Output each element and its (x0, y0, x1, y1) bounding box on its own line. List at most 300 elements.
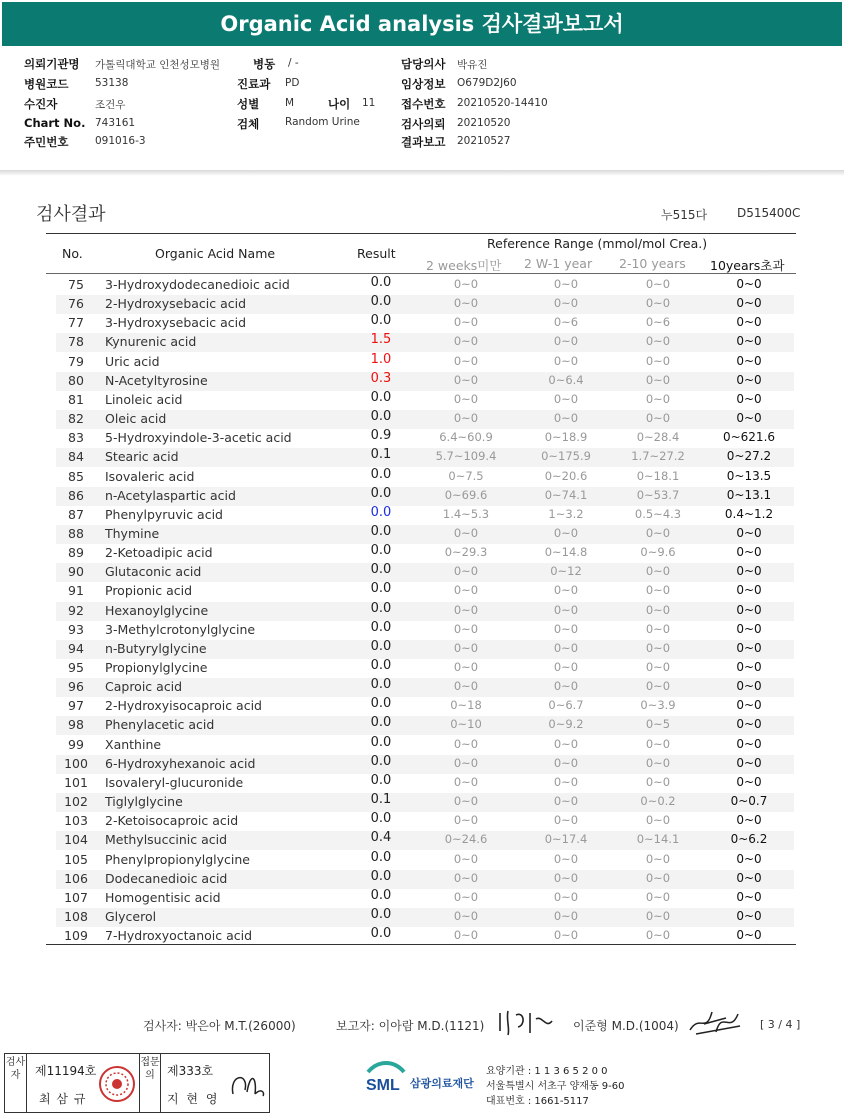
result-value: 0.0 (370, 658, 392, 673)
acid-name: Propionic acid (105, 583, 193, 599)
acid-name: n-Acetylaspartic acid (105, 487, 236, 503)
row-number: 94 (68, 640, 84, 656)
ref-over-10y: 0~27.2 (726, 449, 772, 464)
result-value: 0.0 (370, 926, 392, 942)
result-value: 0.0 (370, 409, 392, 425)
acid-name: Kynurenic acid (105, 334, 197, 350)
ref-2w-1y: 0~0 (553, 583, 579, 598)
ref-over-10y: 0~0 (736, 353, 762, 368)
ref-2weeks: 0~0 (453, 813, 479, 828)
ref-2-10y: 0~0 (645, 411, 671, 426)
row-number: 78 (68, 334, 84, 350)
row-number: 106 (64, 870, 88, 886)
row-number: 95 (68, 660, 84, 675)
acid-name: Phenylpyruvic acid (105, 506, 223, 522)
ref-col-1: 2 weeks미만 (426, 258, 502, 273)
acid-name: Glutaconic acid (105, 564, 202, 580)
ref-2w-1y: 0~0 (553, 525, 579, 540)
ref-2w-1y: 0~0 (553, 621, 579, 636)
ref-2-10y: 0~0 (645, 583, 671, 598)
result-value: 0.0 (370, 887, 392, 903)
row-number: 99 (68, 736, 84, 752)
ref-over-10y: 0~13.1 (726, 487, 772, 502)
col-no-header: No. (62, 246, 83, 261)
ref-2-10y: 0~0 (645, 660, 671, 674)
ref-2-10y: 0~0 (645, 928, 671, 943)
ref-2-10y: 0~0 (645, 755, 671, 770)
ref-2w-1y: 0~0 (553, 908, 579, 923)
result-value: 0.0 (370, 485, 392, 501)
row-number: 88 (68, 525, 84, 541)
chart-value: 743161 (95, 117, 136, 129)
result-value: 0.3 (370, 370, 392, 386)
ref-2-10y: 0~0 (645, 334, 671, 349)
ref-2weeks: 0~0 (453, 755, 479, 770)
ref-2weeks: 0~0 (453, 679, 479, 694)
acid-name: Isovaleric acid (105, 468, 195, 484)
ref-2weeks: 0~0 (453, 774, 479, 789)
ref-over-10y: 0~0 (736, 774, 762, 789)
ref-over-10y: 0~0 (736, 315, 762, 330)
result-value: 0.9 (370, 428, 392, 444)
ref-col-2: 2 W-1 year (524, 256, 593, 271)
table-row (56, 812, 794, 831)
stamp-label-2: 접문의 (139, 1054, 161, 1112)
row-number: 102 (64, 794, 88, 810)
acid-name: 6-Hydroxyhexanoic acid (105, 755, 256, 771)
table-row (56, 659, 794, 678)
ref-2-10y: 0~28.4 (636, 430, 680, 445)
ref-2weeks: 0~0 (453, 851, 479, 866)
ref-2weeks: 1.4~5.3 (442, 506, 490, 521)
org-phone: 대표번호 : 1661-5117 (486, 1096, 589, 1107)
specimen-label: 검체 (237, 117, 260, 131)
ref-2w-1y: 0~0 (553, 813, 579, 828)
ref-2weeks: 0~0 (453, 411, 479, 426)
ref-over-10y: 0~0 (736, 640, 762, 655)
ref-2-10y: 0~0 (645, 296, 671, 311)
result-value: 0.0 (370, 313, 392, 329)
acid-name: Tiglylglycine (105, 794, 183, 810)
ref-2-10y: 0~0 (645, 851, 671, 866)
ref-2w-1y: 0~0 (553, 889, 579, 904)
result-value: 0.0 (370, 772, 392, 788)
table-row (56, 276, 794, 295)
table-row (56, 487, 794, 506)
result-value: 0.0 (370, 466, 392, 482)
table-row (56, 831, 794, 850)
acid-name: Oleic acid (105, 411, 167, 427)
report-date-label: 결과보고 (401, 135, 446, 149)
ref-2weeks: 0~0 (453, 621, 479, 636)
ref-over-10y: 0~0 (736, 660, 762, 674)
ref-2w-1y: 0~74.1 (544, 487, 588, 502)
ref-2w-1y: 0~0 (553, 640, 579, 655)
ref-over-10y: 0~0 (736, 717, 762, 732)
ref-2w-1y: 0~0 (553, 755, 579, 770)
table-row (56, 448, 794, 467)
ref-2weeks: 0~0 (453, 870, 479, 885)
acid-name: 2-Hydroxysebacic acid (105, 296, 247, 312)
row-number: 81 (68, 391, 84, 407)
table-row (56, 295, 794, 314)
table-row (56, 908, 794, 927)
ref-2w-1y: 0~20.6 (544, 468, 588, 483)
ref-col-3: 2-10 years (619, 256, 686, 271)
ref-over-10y: 0~0 (736, 908, 762, 923)
acid-name: Homogentisic acid (105, 889, 221, 905)
ref-2w-1y: 0~0 (553, 679, 579, 694)
ref-2weeks: 0~0 (453, 908, 479, 923)
result-value: 0.0 (370, 868, 392, 884)
ref-2-10y: 0.5~4.3 (634, 506, 682, 521)
stamp-number-2: 제333호 (167, 1064, 214, 1078)
ref-2weeks: 0~24.6 (444, 832, 488, 847)
result-value: 0.0 (370, 638, 392, 654)
result-value: 0.0 (370, 811, 392, 827)
table-row (56, 544, 794, 563)
acid-name: 3-Hydroxysebacic acid (105, 315, 247, 331)
ref-over-10y: 0~0 (736, 525, 762, 540)
ref-2weeks: 0~0 (453, 928, 479, 943)
ref-2weeks: 6.4~60.9 (439, 430, 493, 445)
table-row (56, 697, 794, 716)
row-number: 97 (68, 698, 84, 714)
col-result-header: Result (357, 246, 396, 261)
ref-over-10y: 0~0 (736, 277, 762, 291)
ref-2w-1y: 0~0 (553, 602, 579, 617)
table-row (56, 640, 794, 659)
row-number: 107 (64, 889, 88, 905)
col-ref-header: Reference Range (mmol/mol Crea.) (487, 236, 708, 251)
institution-value: 가톨릭대학교 인천성모병원 (95, 59, 221, 71)
ref-2w-1y: 0~175.9 (541, 449, 591, 464)
row-number: 89 (68, 545, 84, 561)
table-row (56, 678, 794, 697)
ref-2-10y: 0~0 (645, 908, 671, 923)
row-number: 91 (68, 583, 84, 599)
ref-over-10y: 0~0 (736, 889, 762, 904)
row-number: 86 (68, 487, 84, 503)
ref-2-10y: 0~5 (645, 717, 671, 732)
ref-over-10y: 0~0 (736, 334, 762, 349)
request-label: 검사의뢰 (401, 117, 446, 131)
result-value: 0.1 (370, 792, 392, 808)
table-row (56, 314, 794, 333)
ref-2-10y: 0~0 (645, 353, 671, 368)
ref-2weeks: 0~0 (453, 583, 479, 598)
ref-2w-1y: 0~0 (553, 411, 579, 426)
result-value: 0.0 (370, 600, 392, 616)
ref-over-10y: 0~0 (736, 870, 762, 885)
row-number: 104 (64, 832, 88, 848)
acid-name: Linoleic acid (105, 391, 183, 407)
row-number: 90 (68, 564, 84, 580)
row-number: 83 (68, 430, 84, 446)
ref-2weeks: 0~29.3 (444, 545, 488, 560)
result-value: 0.0 (370, 753, 392, 769)
acid-name: 2-Ketoadipic acid (105, 545, 213, 561)
pathologist-signature (227, 1064, 267, 1104)
result-value: 0.0 (370, 389, 392, 405)
ref-2w-1y: 0~0 (553, 736, 579, 751)
examiner-text: 검사자: 박은아 M.T.(26000) (143, 1019, 296, 1033)
org-address: 서울특별시 서초구 양재동 9-60 (486, 1081, 625, 1092)
ref-2w-1y: 0~6.4 (548, 372, 584, 387)
ref-2w-1y: 0~6.7 (548, 698, 584, 713)
acid-name: Dodecanedioic acid (105, 870, 228, 886)
dept-label: 진료과 (237, 77, 271, 91)
ref-2w-1y: 0~12 (550, 564, 582, 579)
ref-2weeks: 0~0 (453, 315, 479, 330)
ref-2w-1y: 0~0 (553, 334, 579, 349)
ref-over-10y: 0~13.5 (726, 468, 772, 483)
result-value: 0.0 (370, 906, 392, 922)
ref-2-10y: 1.7~27.2 (631, 449, 685, 464)
institution-label: 의뢰기관명 (24, 57, 80, 71)
acid-name: Phenylacetic acid (105, 717, 215, 733)
stamp-number-1: 제11194호 (35, 1064, 97, 1078)
ref-over-10y: 0~0 (736, 679, 762, 694)
ref-2w-1y: 0~0 (553, 774, 579, 789)
row-number: 105 (64, 851, 88, 867)
row-number: 96 (68, 679, 84, 695)
table-row (56, 333, 794, 352)
result-value: 0.0 (370, 523, 392, 539)
section-divider (0, 170, 844, 176)
row-number: 80 (68, 372, 84, 388)
ref-2-10y: 0~9.6 (640, 545, 676, 560)
table-row (56, 621, 794, 640)
id-label: 주민번호 (24, 135, 69, 149)
table-row (56, 353, 794, 372)
sex-value: M (285, 97, 295, 109)
row-number: 103 (64, 813, 88, 829)
ref-2w-1y: 0~0 (553, 851, 579, 866)
ref-over-10y: 0~0 (736, 928, 762, 943)
ref-over-10y: 0~0.7 (730, 794, 768, 809)
ref-over-10y: 0~0 (736, 602, 762, 617)
table-row (56, 736, 794, 755)
specimen-value: Random Urine (285, 116, 360, 128)
row-number: 85 (68, 468, 84, 484)
table-row (56, 563, 794, 582)
result-value: 0.0 (370, 543, 392, 559)
ref-2weeks: 0~0 (453, 602, 479, 617)
ref-over-10y: 0~0 (736, 813, 762, 828)
result-value: 0.0 (370, 715, 392, 731)
acid-name: 5-Hydroxyindole-3-acetic acid (105, 430, 292, 446)
table-row (56, 793, 794, 812)
ref-2weeks: 0~0 (453, 296, 479, 311)
acid-name: Glycerol (105, 908, 157, 924)
ref-2-10y: 0~0 (645, 889, 671, 904)
acid-name: Caproic acid (105, 679, 183, 695)
ref-over-10y: 0~621.6 (722, 430, 776, 445)
ward-value: / - (288, 57, 299, 69)
ref-2weeks: 0~0 (453, 794, 479, 809)
acid-name: N-Acetyltyrosine (105, 372, 208, 388)
table-row (56, 851, 794, 870)
doctor-label: 담당의사 (401, 57, 446, 71)
ref-over-10y: 0~0 (736, 411, 762, 426)
ref-over-10y: 0~0 (736, 583, 762, 598)
ref-2weeks: 0~0 (453, 391, 479, 406)
ref-2-10y: 0~0 (645, 736, 671, 751)
table-top-rule (46, 233, 796, 234)
ref-2w-1y: 0~0 (553, 660, 579, 674)
reporter-text: 보고자: 이아람 M.D.(1121) (336, 1019, 485, 1033)
ref-2w-1y: 0~14.8 (544, 545, 588, 560)
row-number: 93 (68, 621, 84, 637)
ref-over-10y: 0~0 (736, 372, 762, 387)
row-number: 100 (64, 755, 88, 771)
table-row (56, 582, 794, 601)
ref-2weeks: 0~0 (453, 660, 479, 674)
page-number: [ 3 / 4 ] (760, 1018, 801, 1031)
ref-2weeks: 0~7.5 (448, 468, 484, 483)
acid-name: 3-Methylcrotonylglycine (105, 621, 256, 637)
result-value: 0.0 (370, 562, 392, 578)
ref-2weeks: 0~0 (453, 564, 479, 579)
ref-2w-1y: 0~0 (553, 928, 579, 943)
hospital-code-label: 병원코드 (24, 77, 69, 91)
reporter2-text: 이준형 M.D.(1004) (573, 1019, 679, 1033)
result-value: 0.0 (370, 275, 392, 290)
row-number: 87 (68, 506, 84, 522)
ref-2weeks: 0~69.6 (444, 487, 488, 502)
ref-2w-1y: 0~0 (553, 870, 579, 885)
report-title: Organic Acid analysis 검사결과보고서 (2, 2, 842, 46)
ref-2-10y: 0~14.1 (636, 832, 680, 847)
table-row (56, 755, 794, 774)
certification-stamps (4, 1053, 270, 1113)
result-value: 0.1 (370, 447, 392, 463)
result-value: 0.0 (370, 734, 392, 750)
table-row (56, 410, 794, 429)
result-value: 0.0 (370, 696, 392, 712)
result-value: 0.0 (370, 849, 392, 865)
table-row (56, 468, 794, 487)
test-code-2: D515400C (737, 206, 801, 220)
row-number: 75 (68, 277, 84, 292)
ref-2w-1y: 0~17.4 (544, 832, 588, 847)
ref-2w-1y: 0~0 (553, 277, 579, 291)
table-row (56, 429, 794, 448)
acid-name: Stearic acid (105, 449, 179, 465)
ref-2-10y: 0~0 (645, 679, 671, 694)
table-row (56, 716, 794, 735)
row-number: 98 (68, 717, 84, 733)
ref-2w-1y: 0~0 (553, 391, 579, 406)
ref-2w-1y: 0~0 (553, 296, 579, 311)
ref-2-10y: 0~0 (645, 372, 671, 387)
row-number: 76 (68, 296, 84, 312)
reporter-signature (496, 1005, 558, 1037)
acid-name: n-Butyrylglycine (105, 640, 207, 656)
doctor-value: 박유진 (457, 59, 488, 71)
acid-name: Uric acid (105, 353, 160, 369)
col-name-header: Organic Acid Name (155, 246, 276, 261)
ref-2w-1y: 1~3.2 (548, 506, 584, 521)
ref-2w-1y: 0~9.2 (548, 717, 584, 732)
table-bottom-rule (46, 944, 796, 945)
ref-over-10y: 0~6.2 (730, 832, 768, 847)
ref-over-10y: 0~0 (736, 296, 762, 311)
table-row (56, 602, 794, 621)
acid-name: Propionylglycine (105, 660, 208, 675)
ref-2weeks: 0~0 (453, 640, 479, 655)
reporter2-signature (686, 1004, 746, 1038)
result-value: 1.0 (370, 351, 392, 367)
acid-name: Hexanoylglycine (105, 602, 209, 618)
ref-2weeks: 0~18 (450, 698, 482, 713)
stamp-name-1: 최 삼 규 (39, 1092, 87, 1106)
dept-value: PD (285, 77, 300, 89)
ref-2weeks: 0~0 (453, 525, 479, 540)
request-value: 20210520 (457, 117, 511, 129)
ref-2weeks: 0~0 (453, 277, 479, 291)
report-date-value: 20210527 (457, 135, 511, 147)
ref-over-10y: 0~0 (736, 755, 762, 770)
ref-over-10y: 0.4~1.2 (724, 506, 774, 521)
ref-2w-1y: 0~0 (553, 794, 579, 809)
ref-2weeks: 0~0 (453, 353, 479, 368)
sml-logo-icon (364, 1058, 408, 1098)
hospital-code-value: 53138 (95, 77, 129, 89)
ref-2-10y: 0~0 (645, 870, 671, 885)
stamp-label-1: 검사자 (5, 1054, 27, 1112)
acid-name: Xanthine (105, 736, 162, 752)
test-code-1: 누515다 (661, 208, 708, 222)
ref-2weeks: 0~0 (453, 889, 479, 904)
row-number: 109 (64, 928, 88, 944)
row-number: 77 (68, 315, 84, 331)
row-number: 79 (68, 353, 84, 369)
result-value: 0.4 (370, 830, 392, 846)
ref-2-10y: 0~0 (645, 564, 671, 579)
ref-over-10y: 0~0 (736, 391, 762, 406)
table-row (56, 506, 794, 525)
ref-2weeks: 0~0 (453, 736, 479, 751)
ref-2-10y: 0~0 (645, 640, 671, 655)
row-number: 84 (68, 449, 84, 465)
ref-2-10y: 0~0 (645, 774, 671, 789)
ref-over-10y: 0~0 (736, 736, 762, 751)
result-value: 0.0 (370, 619, 392, 635)
age-value: 11 (362, 97, 376, 109)
ref-2-10y: 0~0 (645, 525, 671, 540)
row-number: 108 (64, 908, 88, 924)
row-number: 82 (68, 411, 84, 427)
ref-2weeks: 0~10 (450, 717, 482, 732)
id-value: 091016-3 (95, 135, 146, 147)
ref-2-10y: 0~6 (645, 315, 671, 330)
acid-name: Isovaleryl-glucuronide (105, 774, 244, 790)
ref-2weeks: 5.7~109.4 (435, 449, 497, 464)
ref-col-4: 10years초과 (710, 258, 785, 273)
row-number: 92 (68, 602, 84, 618)
ref-2-10y: 0~53.7 (636, 487, 680, 502)
ref-2-10y: 0~18.1 (636, 468, 680, 483)
acid-name: Methylsuccinic acid (105, 832, 228, 848)
ref-over-10y: 0~0 (736, 545, 762, 560)
result-value: 0.0 (370, 581, 392, 597)
table-row (56, 525, 794, 544)
row-number: 101 (64, 774, 88, 790)
ref-2weeks: 0~0 (453, 334, 479, 349)
ward-label: 병동 (253, 57, 276, 71)
